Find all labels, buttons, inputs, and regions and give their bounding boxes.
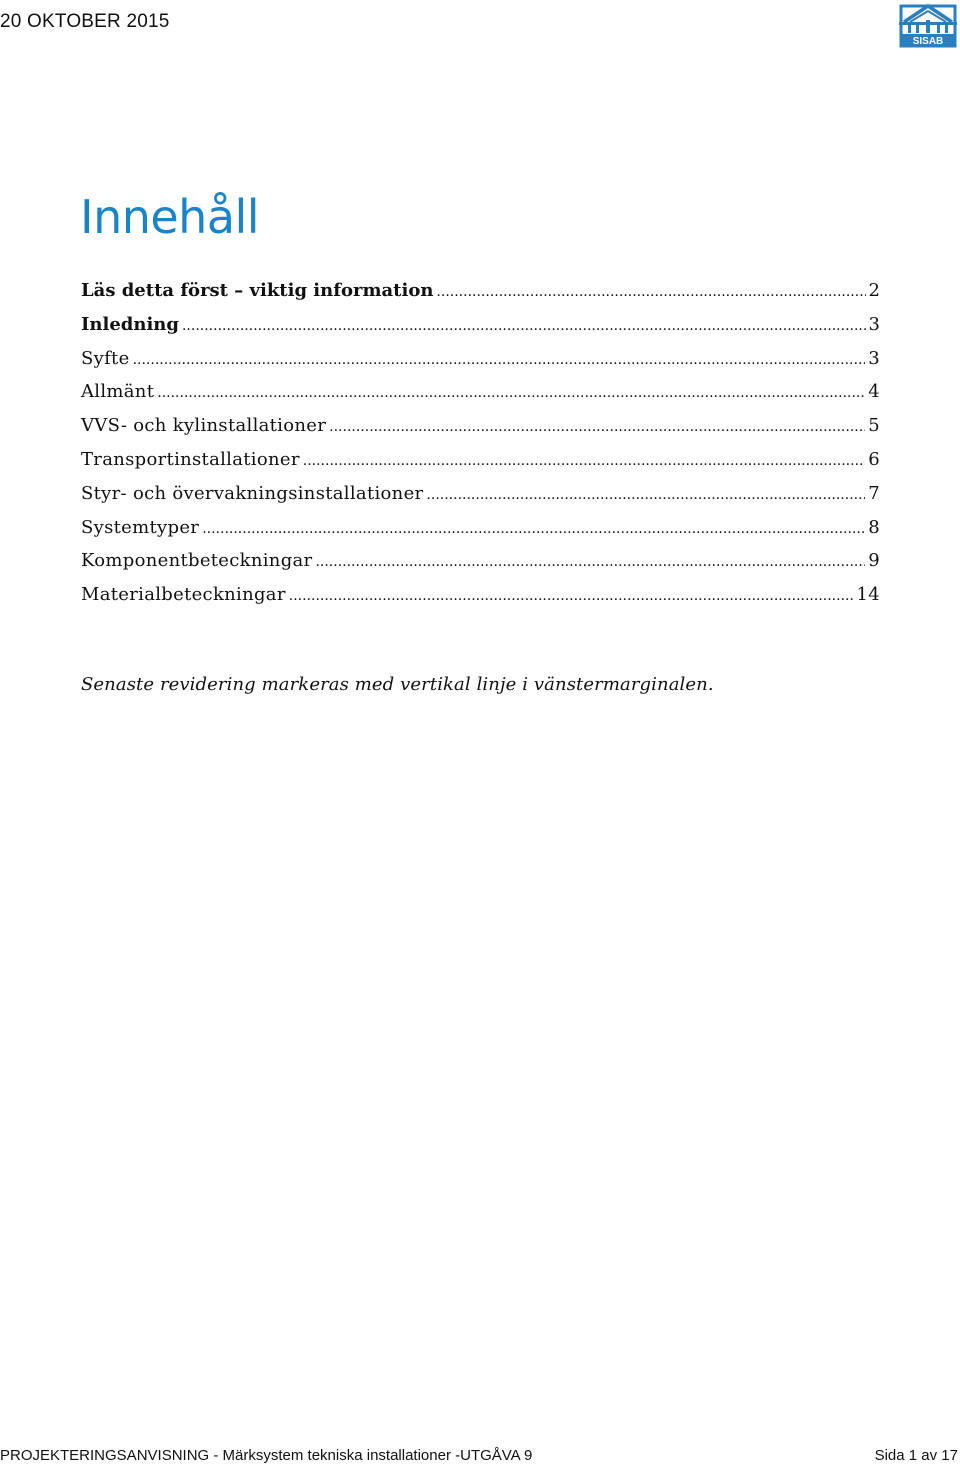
toc-leader-dots: [157, 385, 865, 401]
toc-entry[interactable]: [81, 449, 880, 483]
toc-entry-page: 14: [856, 584, 880, 606]
toc-entry-label: Systemtyper: [81, 516, 200, 538]
header-date: 20 OKTOBER 2015: [0, 11, 170, 32]
toc-leader-dots: [202, 521, 865, 537]
toc-entry-label: Transportinstallationer: [81, 448, 300, 470]
toc-leader-dots: [426, 487, 865, 503]
revision-note: Senaste revidering markeras med vertikal linje i vänstermarginalen.: [81, 674, 714, 695]
toc-leader-dots: [182, 318, 866, 334]
toc-entry-label: Syfte: [81, 347, 130, 369]
toc-entry[interactable]: [81, 550, 880, 584]
toc-entry[interactable]: [81, 517, 880, 551]
toc-entry-page: 5: [868, 415, 880, 437]
footer-page-number: Sida 1 av 17: [874, 1447, 958, 1464]
toc-entry[interactable]: [81, 415, 880, 449]
toc-entry[interactable]: [81, 348, 880, 382]
toc-entry[interactable]: [81, 280, 880, 314]
toc-leader-dots: [133, 352, 866, 368]
toc-leader-dots: [303, 453, 865, 469]
toc-leader-dots: [436, 284, 865, 300]
toc-entry-page: 3: [868, 347, 880, 369]
toc-entry-page: 2: [868, 280, 880, 301]
toc-title: Innehåll: [80, 190, 260, 244]
toc-leader-dots: [315, 554, 865, 570]
toc-entry-page: 4: [868, 381, 880, 403]
toc-entry-label: Allmänt: [81, 381, 155, 403]
toc-leader-dots: [329, 419, 865, 435]
toc-entry-label: Komponentbeteckningar: [81, 550, 313, 572]
toc-entry-page: 6: [868, 448, 880, 470]
toc-entry-page: 8: [868, 516, 880, 538]
toc-entry[interactable]: [81, 584, 880, 618]
footer-document-title: PROJEKTERINGSANVISNING - Märksystem tekniska installationer -UTGÅVA 9: [0, 1447, 533, 1464]
toc-entry-label: Styr- och övervakningsinstallationer: [81, 482, 424, 504]
toc-entry-page: 7: [868, 482, 880, 504]
toc-entry[interactable]: [81, 314, 880, 348]
toc-entry-label: Materialbeteckningar: [81, 584, 286, 606]
logo-text: SISAB: [912, 36, 944, 47]
toc-entry[interactable]: [81, 483, 880, 517]
toc-entry-page: 3: [868, 313, 880, 335]
table-of-contents: [81, 280, 880, 618]
toc-entry-label: Läs detta först – viktig information: [81, 280, 434, 301]
toc-entry[interactable]: [81, 381, 880, 415]
toc-entry-label: Inledning: [81, 313, 179, 335]
sisab-logo: [898, 0, 958, 48]
toc-leader-dots: [289, 588, 854, 604]
toc-entry-page: 9: [868, 550, 880, 572]
toc-entry-label: VVS- och kylinstallationer: [81, 415, 327, 437]
